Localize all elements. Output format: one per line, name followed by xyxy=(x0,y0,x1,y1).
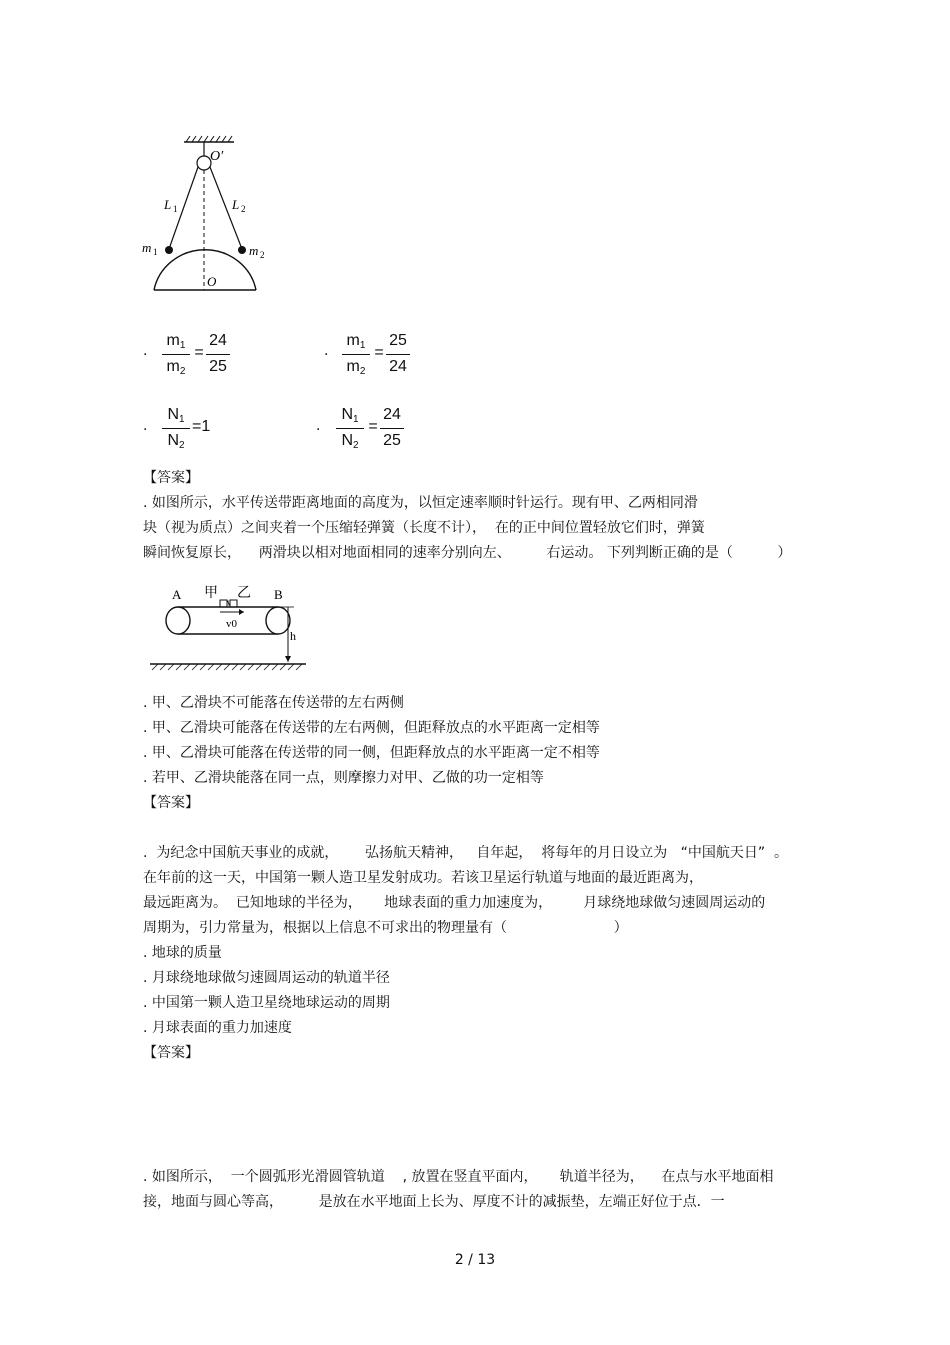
q2-option-a: . 甲、乙滑块不可能落在传送带的左右两侧 xyxy=(143,695,404,711)
label-jia: 甲 xyxy=(204,586,218,601)
svg-text:2: 2 xyxy=(260,250,265,260)
q4-stem-line-1: . 如图所示， 一个圆弧形光滑圆管轨道 , 放置在竖直平面内， 轨道半径为， 在点与水平地面相 xyxy=(143,1169,774,1185)
conveyor-belt-figure xyxy=(148,582,308,680)
q2-stem-line-1: . 如图所示，水平传送带距离地面的高度为，以恒定速率顺时针运行。现有甲、乙两相同滑 xyxy=(143,495,698,511)
page-number: 2 / 13 xyxy=(454,1252,496,1268)
svg-text:2: 2 xyxy=(241,204,246,214)
pendulum-hemisphere-figure xyxy=(140,134,280,299)
q2-option-c: . 甲、乙滑块可能落在传送带的同一侧，但距释放点的水平距离一定不相等 xyxy=(143,745,600,761)
svg-text:1: 1 xyxy=(153,247,158,257)
q2-option-b: . 甲、乙滑块可能落在传送带的左右两侧，但距释放点的水平距离一定相等 xyxy=(143,720,600,736)
svg-text:1: 1 xyxy=(173,204,178,214)
q3-stem-line-2: 在年前的这一天，中国第一颗人造卫星发射成功。若该卫星运行轨道与地面的最近距离为， xyxy=(143,870,703,886)
q3-option-c: . 中国第一颗人造卫星绕地球运动的周期 xyxy=(143,995,390,1011)
label-m1: m xyxy=(142,240,152,255)
label-b: B xyxy=(274,587,283,602)
label-o-prime: O′ xyxy=(210,149,224,164)
q3-stem-line-3: 最远距离为。 已知地球的半径为， 地球表面的重力加速度为， 月球绕地球做匀速圆周运动的 xyxy=(143,895,766,911)
q3-option-d: . 月球表面的重力加速度 xyxy=(143,1020,292,1036)
q2-stem-line-2: 块（视为质点）之间夹着一个压缩轻弹簧（长度不计）， 在的正中间位置轻放它们时，弹簧 xyxy=(143,520,705,536)
answer-label-1: 【答案】 xyxy=(143,470,199,486)
label-h: h xyxy=(290,629,296,643)
label-l2: L xyxy=(232,197,240,212)
q3-stem-line-1: . 为纪念中国航天事业的成就， 弘扬航天精神， 自年起， 将每年的月日设立为 “中国航天日” 。 xyxy=(143,845,789,861)
q2-stem-line-3: 瞬间恢复原长， 两滑块以相对地面相同的速率分别向左、 右运动。 下列判断正确的是（ ） xyxy=(143,545,792,561)
label-a: A xyxy=(172,587,182,602)
q3-stem-line-4: 周期为，引力常量为，根据以上信息不可求出的物理量有（ ） xyxy=(143,920,628,936)
answer-label-3: 【答案】 xyxy=(143,1045,199,1061)
label-o: O xyxy=(207,274,217,289)
label-l1: L xyxy=(164,197,172,212)
label-yi: 乙 xyxy=(237,586,251,601)
q3-option-b: . 月球绕地球做匀速圆周运动的轨道半径 xyxy=(143,970,390,986)
label-v0: v0 xyxy=(226,618,237,630)
q2-option-d: . 若甲、乙滑块能落在同一点，则摩擦力对甲、乙做的功一定相等 xyxy=(143,770,544,786)
q4-stem-line-2: 接，地面与圆心等高， 是放在水平地面上长为、厚度不计的减振垫，左端正好位于点．一 xyxy=(143,1194,725,1210)
q3-option-a: . 地球的质量 xyxy=(143,945,222,961)
label-m2: m xyxy=(249,243,259,258)
answer-label-2: 【答案】 xyxy=(143,795,199,811)
